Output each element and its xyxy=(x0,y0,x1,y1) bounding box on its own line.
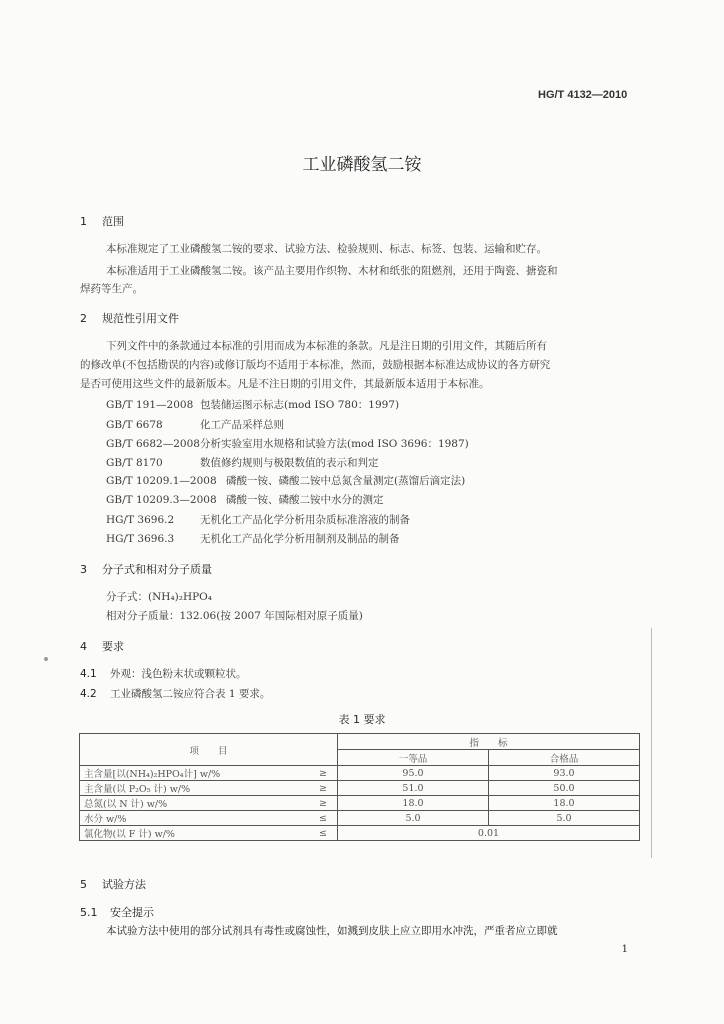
section-number: 3 xyxy=(80,563,87,576)
row-operator: ≥ xyxy=(309,766,338,781)
clause-number: 4.2 xyxy=(80,688,97,700)
section-number: 4 xyxy=(80,640,87,653)
table-row xyxy=(80,796,640,811)
row-grade1: 95.0 xyxy=(338,766,489,781)
molecular-mass: 相对分子质量：132.06(按 2007 年国际相对原子质量) xyxy=(106,610,363,622)
row-operator: ≤ xyxy=(309,826,338,841)
reference-title: 无机化工产品化学分析用制剂及制品的制备 xyxy=(200,533,400,545)
reference-title: 数值修约规则与极限数值的表示和判定 xyxy=(200,457,379,469)
paragraph: 下列文件中的条款通过本标准的引用而成为本标准的条款。凡是注日期的引用文件，其随后所有 xyxy=(106,340,547,352)
row-operator: ≥ xyxy=(309,781,338,796)
section-1-heading xyxy=(80,213,124,229)
section-2-heading xyxy=(80,310,179,326)
clause-4-1 xyxy=(80,666,247,681)
reference-code: HG/T 3696.2 xyxy=(106,514,175,526)
reference-item xyxy=(106,512,410,527)
row-item: 氯化物(以 F 计) w/% xyxy=(80,826,310,841)
section-title: 要求 xyxy=(102,640,124,653)
scan-edge-line xyxy=(651,628,652,858)
row-grade2: 5.0 xyxy=(489,811,640,826)
table-row xyxy=(80,826,640,841)
reference-title: 化工产品采样总则 xyxy=(200,419,284,431)
row-item: 水分 w/% xyxy=(80,811,310,826)
row-item: 主含量[以(NH₄)₂HPO₄计] w/% xyxy=(80,766,310,781)
row-operator: ≥ xyxy=(309,796,338,811)
reference-code: GB/T 6682—2008 xyxy=(106,438,200,450)
reference-item xyxy=(106,397,399,412)
table-header-grade1: 一等品 xyxy=(338,750,489,766)
row-both-grades: 0.01 xyxy=(338,826,640,841)
section-title: 规范性引用文件 xyxy=(102,312,179,325)
section-5-heading xyxy=(80,876,146,892)
reference-item xyxy=(106,531,400,546)
clause-number: 4.1 xyxy=(80,668,97,680)
standard-number: HG/T 4132—2010 xyxy=(538,89,628,101)
table-header-index: 指 标 xyxy=(338,734,640,750)
clause-number: 5.1 xyxy=(80,906,98,919)
reference-item xyxy=(106,473,465,488)
table-row xyxy=(80,766,640,781)
reference-code: GB/T 6678 xyxy=(106,419,163,431)
reference-item xyxy=(106,455,379,470)
table-row xyxy=(80,811,640,826)
clause-5-1-heading xyxy=(80,904,154,920)
clause-4-2 xyxy=(80,686,270,701)
paragraph: 的修改单(不包括勘误的内容)或修订版均不适用于本标准，然而，鼓励根据本标准达成协议的各方研究 xyxy=(80,359,551,371)
page-number: 1 xyxy=(621,944,628,955)
clause-text: 外观：浅色粉末状或颗粒状。 xyxy=(110,668,247,680)
row-grade1: 5.0 xyxy=(338,811,489,826)
row-grade2: 93.0 xyxy=(489,766,640,781)
reference-item xyxy=(106,492,384,507)
row-grade2: 50.0 xyxy=(489,781,640,796)
row-operator: ≤ xyxy=(309,811,338,826)
reference-item xyxy=(106,417,284,432)
reference-code: GB/T 191—2008 xyxy=(106,399,194,411)
reference-code: GB/T 10209.3—2008 xyxy=(106,494,217,506)
paragraph: 是否可使用这些文件的最新版本。凡是不注日期的引用文件，其最新版本适用于本标准。 xyxy=(80,378,490,390)
reference-title: 分析实验室用水规格和试验方法(mod ISO 3696：1987) xyxy=(200,438,469,450)
row-grade2: 18.0 xyxy=(489,796,640,811)
section-number: 2 xyxy=(80,312,87,325)
row-grade1: 18.0 xyxy=(338,796,489,811)
reference-code: GB/T 8170 xyxy=(106,457,163,469)
table-header-item: 项 目 xyxy=(80,734,338,766)
reference-code: HG/T 3696.3 xyxy=(106,533,175,545)
reference-title: 包装储运图示标志(mod ISO 780：1997) xyxy=(200,399,400,411)
molecular-formula: 分子式：(NH₄)₂HPO₄ xyxy=(106,591,212,603)
document-title: 工业磷酸氢二铵 xyxy=(302,155,422,175)
section-title: 范围 xyxy=(102,215,124,228)
reference-item xyxy=(106,436,469,451)
section-title: 试验方法 xyxy=(102,878,146,891)
section-title: 分子式和相对分子质量 xyxy=(102,563,212,576)
paragraph: 本标准规定了工业磷酸氢二铵的要求、试验方法、检验规则、标志、标签、包装、运输和贮存。 xyxy=(106,243,547,255)
section-number: 5 xyxy=(80,878,87,891)
section-3-heading xyxy=(80,561,212,577)
reference-title: 磷酸一铵、磷酸二铵中总氮含量测定(蒸馏后滴定法) xyxy=(226,475,466,487)
row-grade1: 51.0 xyxy=(338,781,489,796)
requirements-table xyxy=(79,733,640,841)
clause-title: 安全提示 xyxy=(110,906,154,919)
reference-title: 无机化工产品化学分析用杂质标准溶液的制备 xyxy=(200,514,410,526)
section-number: 1 xyxy=(80,215,87,228)
table-row xyxy=(80,781,640,796)
table-caption: 表 1 要求 xyxy=(338,713,386,726)
row-item: 主含量(以 P₂O₅ 计) w/% xyxy=(80,781,310,796)
scan-speck xyxy=(44,657,48,661)
reference-title: 磷酸一铵、磷酸二铵中水分的测定 xyxy=(226,494,384,506)
section-4-heading xyxy=(80,638,124,654)
reference-code: GB/T 10209.1—2008 xyxy=(106,475,217,487)
row-item: 总氮(以 N 计) w/% xyxy=(80,796,310,811)
paragraph: 本标准适用于工业磷酸氢二铵。该产品主要用作织物、木材和纸张的阻燃剂，还用于陶瓷、搪瓷和 xyxy=(106,265,558,277)
table-header-grade2: 合格品 xyxy=(489,750,640,766)
paragraph: 本试验方法中使用的部分试剂具有毒性或腐蚀性，如溅到皮肤上应立即用水冲洗，严重者应立即就 xyxy=(106,925,558,937)
clause-text: 工业磷酸氢二铵应符合表 1 要求。 xyxy=(110,688,271,700)
paragraph: 焊药等生产。 xyxy=(80,283,143,295)
